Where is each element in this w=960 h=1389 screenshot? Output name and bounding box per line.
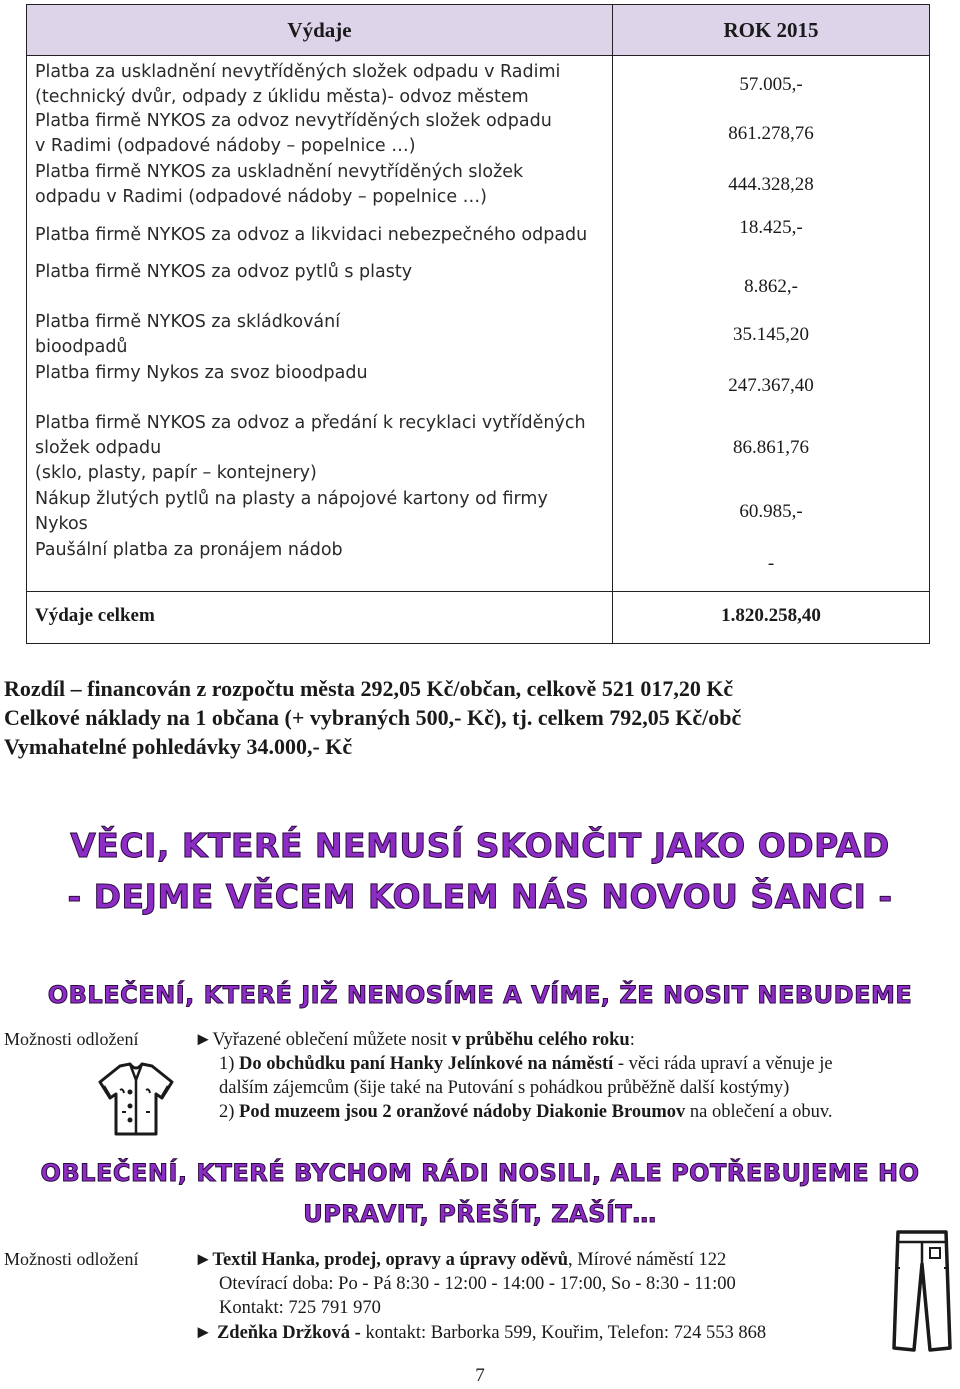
expense-table bbox=[26, 4, 930, 644]
section-heading: OBLEČENÍ, KTERÉ JIŽ NENOSÍME A VÍME, ŽE NOSIT NEBUDEME bbox=[47, 981, 913, 1009]
shirt-icon bbox=[96, 1060, 176, 1138]
expense-row-value: 57.005,- bbox=[739, 74, 803, 95]
section-heading: OBLEČENÍ, KTERÉ BYCHOM RÁDI NOSILI, ALE POTŘEBUJEME HO bbox=[40, 1159, 920, 1187]
expense-row-value: - bbox=[767, 553, 775, 574]
table-header-expenses: Výdaje bbox=[27, 5, 612, 55]
section-heading: - DEJME VĚCEM KOLEM NÁS NOVOU ŠANCI - bbox=[67, 877, 893, 916]
summary-line: Celkové náklady na 1 občana (+ vybraných 500,- Kč), tj. celkem 792,05 Kč/obč bbox=[4, 705, 742, 730]
disposal-options-label: Možnosti odložení bbox=[4, 1029, 139, 1049]
expense-row-value: 247.367,40 bbox=[728, 375, 814, 396]
total-value: 1.820.258,40 bbox=[721, 605, 821, 626]
section-heading: VĚCI, KTERÉ NEMUSÍ SKONČIT JAKO ODPAD bbox=[70, 826, 890, 865]
disposal-line: 2) Pod muzeem jsou 2 oranžové nádoby Diakonie Broumov na oblečení a obuv. bbox=[219, 1102, 833, 1122]
expense-row-label: Platba firmě NYKOS za odvoz pytlů s plasty bbox=[35, 262, 413, 282]
disposal-line: ►Vyřazené oblečení můžete nosit v průběhu celého roku: bbox=[194, 1030, 635, 1050]
summary-line: Rozdíl – financován z rozpočtu města 292,05 Kč/občan, celkově 521 017,20 Kč bbox=[4, 676, 734, 701]
expense-row-label: Platba firmě NYKOS za odvoz a předání k recyklaci vytříděných složek odpadu (sklo, plasty, papír – kontejnery) bbox=[35, 413, 586, 483]
expense-row-label: Platba za uskladnění nevytříděných složek odpadu v Radimi (technický dvůr, odpady z úklidu města)- odvoz městem bbox=[35, 62, 561, 107]
service-line: Otevírací doba: Po - Pá 8:30 - 12:00 - 14:00 - 17:00, So - 8:30 - 11:00 bbox=[219, 1274, 736, 1294]
expense-row-label: Platba firmy Nykos za svoz bioodpadu bbox=[35, 363, 368, 383]
summary-line: Vymahatelné pohledávky 34.000,- Kč bbox=[4, 734, 353, 759]
disposal-options-label: Možnosti odložení bbox=[4, 1249, 139, 1269]
expense-row-value: 86.861,76 bbox=[733, 437, 809, 458]
expense-row-label: Platba firmě NYKOS za odvoz nevytříděných složek odpadu v Radimi (odpadové nádoby – popelnice …) bbox=[35, 111, 552, 156]
expense-row-value: 8.862,- bbox=[744, 276, 798, 297]
expense-row-value: 60.985,- bbox=[739, 501, 803, 522]
service-line: Kontakt: 725 791 970 bbox=[219, 1298, 381, 1318]
expense-row-label: Platba firmě NYKOS za odvoz a likvidaci nebezpečného odpadu bbox=[35, 225, 588, 245]
pants-icon bbox=[890, 1228, 954, 1354]
service-line: ► Zdeňka Držková - kontakt: Barborka 599, Kouřim, Telefon: 724 553 868 bbox=[194, 1323, 767, 1343]
total-label: Výdaje celkem bbox=[35, 605, 155, 626]
expense-row-label: Paušální platba za pronájem nádob bbox=[35, 540, 343, 560]
section-heading: UPRAVIT, PŘEŠÍT, ZAŠÍT… bbox=[303, 1200, 657, 1228]
disposal-line: 1) Do obchůdku paní Hanky Jelínkové na náměstí - věci ráda upraví a věnuje je bbox=[219, 1054, 833, 1074]
expense-row-value: 861.278,76 bbox=[728, 123, 814, 144]
disposal-line: dalším zájemcům (šije také na Putování s pohádkou průběžně další kostýmy) bbox=[219, 1078, 790, 1098]
expense-row-value: 444.328,28 bbox=[728, 174, 814, 195]
table-header-year: ROK 2015 bbox=[613, 5, 929, 55]
expense-row-value: 35.145,20 bbox=[733, 324, 809, 345]
page-number: 7 bbox=[475, 1365, 485, 1386]
expense-row-value: 18.425,- bbox=[739, 217, 803, 238]
expense-row-label: Platba firmě NYKOS za skládkování bioodpadů bbox=[35, 312, 341, 357]
expense-row-label: Platba firmě NYKOS za uskladnění nevytříděných složek odpadu v Radimi (odpadové nádoby – popelnice …) bbox=[35, 162, 524, 207]
service-line: ►Textil Hanka, prodej, opravy a úpravy oděvů, Mírové náměstí 122 bbox=[194, 1250, 727, 1270]
expense-row-label: Nákup žlutých pytlů na plasty a nápojové kartony od firmy Nykos bbox=[35, 489, 548, 534]
